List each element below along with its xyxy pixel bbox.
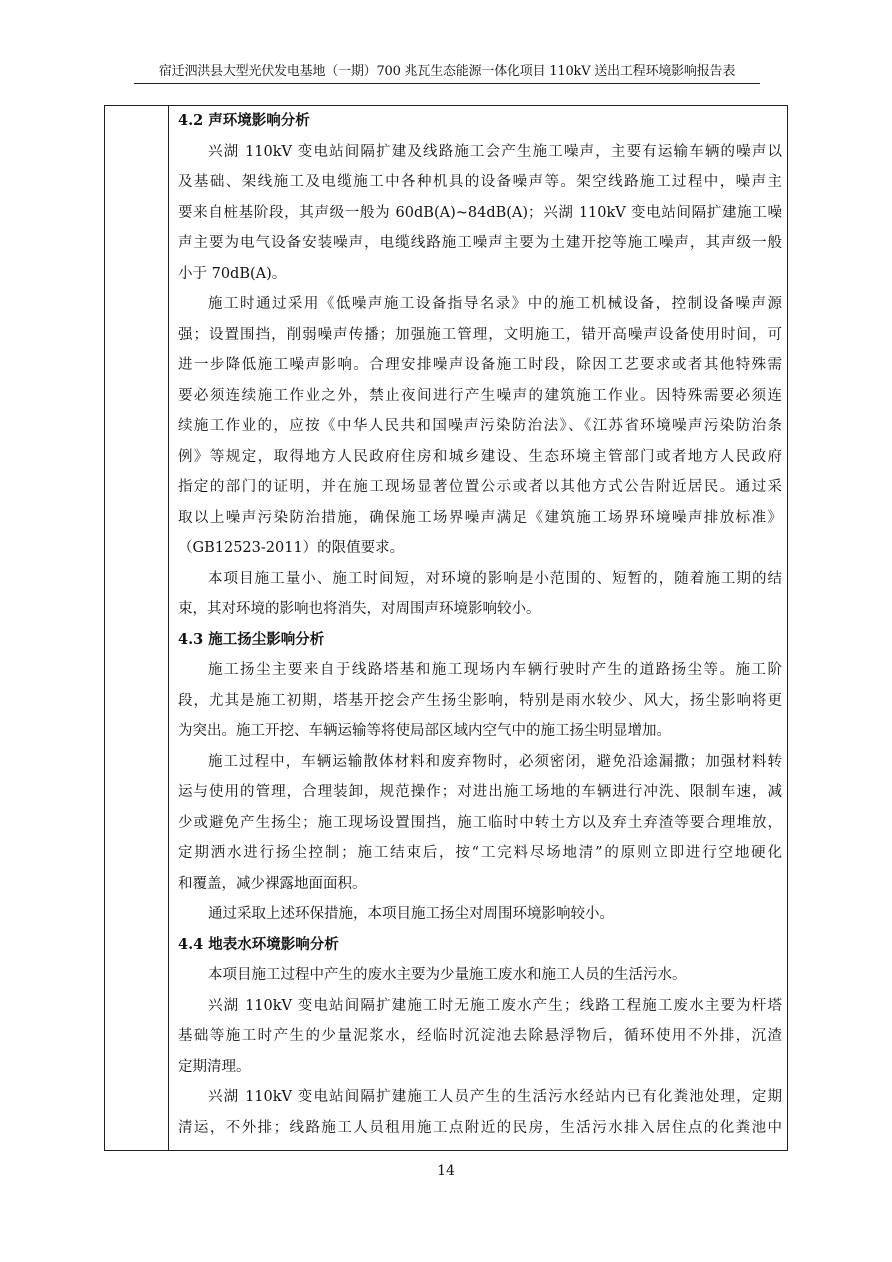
document-header: 宿迁泗洪县大型光伏发电基地（一期）700 兆瓦生态能源一体化项目 110kV 送出工程环境影响报告表 bbox=[158, 64, 736, 79]
body-line: 取以上噪声污染防治措施，确保施工场界噪声满足《建筑施工场界环境噪声排放标准》 bbox=[178, 509, 782, 526]
body-line: 运与使用的管理，合理装卸，规范操作；对进出施工场地的车辆进行冲洗、限制车速，减 bbox=[178, 784, 782, 800]
table-content-cell bbox=[178, 106, 782, 1143]
paragraph-first-line: 施工扬尘主要来自于线路塔基和施工现场内车辆行驶时产生的道路扬尘等。施工阶 bbox=[208, 662, 782, 678]
paragraph-single-line: 本项目施工过程中产生的废水主要为少量施工废水和施工人员的生活污水。 bbox=[208, 967, 687, 983]
body-line: 定期洒水进行扬尘控制；施工结束后，按“工完料尽场地清”的原则立即进行空地硬化 bbox=[178, 845, 782, 861]
paragraph-first-line: 兴湖 110kV 变电站间隔扩建施工人员产生的生活污水经站内已有化粪池处理，定期 bbox=[208, 1089, 782, 1105]
body-line: 少或避免产生扬尘；施工现场设置围挡，施工临时中转土方以及弃土弃渣等要合理堆放， bbox=[178, 814, 782, 831]
section-heading: 4.3 施工扬尘影响分析 bbox=[178, 630, 325, 648]
header-rule bbox=[134, 83, 760, 84]
body-line: 清运，不外排；线路施工人员租用施工点附近的民房，生活污水排入居住点的化粪池中 bbox=[178, 1119, 782, 1136]
body-line: 强；设置围挡，削弱噪声传播；加强施工管理，文明施工，错开高噪声设备使用时间，可 bbox=[178, 326, 782, 343]
section-heading: 4.2 声环境影响分析 bbox=[178, 112, 310, 129]
body-line: 例》等规定，取得地方人民政府住房和城乡建设、生态环境主管部门或者地方人民政府 bbox=[178, 448, 782, 465]
body-line: 要必须连续施工作业之外，禁止夜间进行产生噪声的建筑施工作业。因特殊需要必须连 bbox=[178, 387, 782, 404]
body-line: 段，尤其是施工初期，塔基开挖会产生扬尘影响，特别是雨水较少、风大，扬尘影响将更 bbox=[178, 692, 782, 709]
body-line: 声主要为电气设备安装噪声，电缆线路施工噪声主要为土建开挖等施工噪声，其声级一般 bbox=[178, 235, 782, 251]
paragraph-last-line: 束，其对环境的影响也将消失，对周围声环境影响较小。 bbox=[178, 601, 541, 617]
table-left-column bbox=[105, 106, 169, 1150]
page-number: 14 bbox=[437, 1163, 455, 1179]
body-line: 进一步降低施工噪声影响。合理安排噪声设备施工时段，除因工艺要求或者其他特殊需 bbox=[178, 357, 782, 373]
paragraph-single-line: 通过采取上述环保措施，本项目施工扬尘对周围环境影响较小。 bbox=[208, 906, 614, 922]
paragraph-first-line: 施工过程中，车辆运输散体材料和废弃物时，必须密闭，避免沿途漏撒；加强材料转 bbox=[208, 753, 782, 770]
body-line: 指定的部门的证明，并在施工现场显著位置公示或者以其他方式公告附近居民。通过采 bbox=[178, 479, 782, 495]
body-line: 及基础、架线施工及电缆施工中各种机具的设备噪声等。架空线路施工过程中，噪声主 bbox=[178, 174, 782, 190]
paragraph-last-line: （GB12523-2011）的限值要求。 bbox=[178, 540, 405, 556]
paragraph-first-line: 施工时通过采用《低噪声施工设备指导名录》中的施工机械设备，控制设备噪声源 bbox=[208, 296, 782, 312]
paragraph-last-line: 和覆盖，减少裸露地面面积。 bbox=[178, 875, 367, 892]
paragraph-last-line: 定期清理。 bbox=[178, 1058, 251, 1075]
body-line: 续施工作业的，应按《中华人民共和国噪声污染防治法》、《江苏省环境噪声污染防治条 bbox=[178, 418, 782, 434]
paragraph-last-line: 为突出。施工开挖、车辆运输等将使局部区域内空气中的施工扬尘明显增加。 bbox=[178, 723, 671, 739]
paragraph-first-line: 本项目施工量小、施工时间短，对环境的影响是小范围的、短暂的，随着施工期的结 bbox=[208, 570, 782, 587]
body-line: 基础等施工时产生的少量泥浆水，经临时沉淀池去除悬浮物后，循环使用不外排，沉渣 bbox=[178, 1028, 782, 1044]
content-table bbox=[104, 105, 788, 1151]
paragraph-last-line: 小于 70dB(A)。 bbox=[178, 265, 287, 282]
paragraph-first-line: 兴湖 110kV 变电站间隔扩建施工时无施工废水产生；线路工程施工废水主要为杆塔 bbox=[208, 997, 782, 1014]
section-heading: 4.4 地表水环境影响分析 bbox=[178, 935, 339, 953]
body-line: 要来自桩基阶段，其声级一般为 60dB(A)~84dB(A)；兴湖 110kV 变电站间隔扩建施工噪 bbox=[178, 204, 782, 221]
paragraph-first-line: 兴湖 110kV 变电站间隔扩建及线路施工会产生施工噪声，主要有运输车辆的噪声以 bbox=[208, 143, 782, 160]
